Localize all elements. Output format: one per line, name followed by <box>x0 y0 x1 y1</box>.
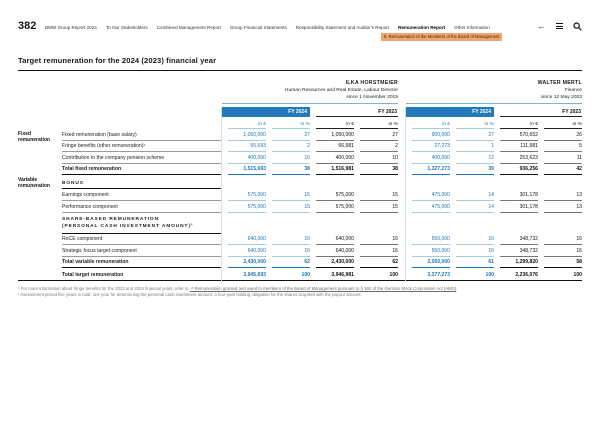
value-cell: 16 <box>456 245 494 257</box>
value-cell: 1,516,981 <box>316 164 354 176</box>
nav-item[interactable]: To Our Stakeholders <box>105 25 148 30</box>
value-cell: 301,178 <box>500 189 538 201</box>
column-separator <box>405 107 406 282</box>
value-cell: 400,000 <box>316 152 354 164</box>
value-cell: 15 <box>272 201 310 213</box>
value-cell: 253,623 <box>500 152 538 164</box>
value-cell: 1 <box>456 141 494 153</box>
value-cell: 14 <box>456 201 494 213</box>
value-cell: 1,327,273 <box>412 164 450 176</box>
table-row <box>18 164 582 176</box>
table-row <box>18 175 582 189</box>
value-cell: 936,256 <box>500 164 538 176</box>
value-cell: 16 <box>456 234 494 246</box>
unit-header: in % <box>456 117 494 129</box>
unit-header-row <box>18 117 582 129</box>
value-cell: 2,430,000 <box>228 257 266 269</box>
row-label: BONUS <box>62 175 222 189</box>
value-cell: 61 <box>456 257 494 269</box>
fy2023-header: FY 2023 <box>500 107 582 117</box>
value-cell: 26 <box>544 129 582 141</box>
value-cell: 5 <box>544 141 582 153</box>
nav-item[interactable]: Combined Management Report <box>156 25 221 30</box>
value-cell: 575,000 <box>228 201 266 213</box>
value-cell: 1,299,820 <box>500 257 538 269</box>
value-cell: 39 <box>456 164 494 176</box>
person-header-row <box>18 74 582 104</box>
value-cell: 570,652 <box>500 129 538 141</box>
value-cell: 15 <box>360 189 398 201</box>
row-group-label <box>18 245 62 257</box>
value-cell: 3,377,273 <box>427 271 450 278</box>
row-group-label <box>18 201 62 213</box>
value-cell: 1,050,000 <box>228 129 266 141</box>
value-cell: 640,000 <box>228 245 266 257</box>
table-row <box>18 234 582 246</box>
person-role: Human Resources and Real Estate, Labour Director <box>284 87 398 93</box>
row-group-label <box>18 268 62 280</box>
row-label: Fringe benefits (other remuneration)¹ <box>62 141 222 153</box>
search-icon[interactable] <box>573 22 582 31</box>
value-cell: 58 <box>544 257 582 269</box>
value-cell: 400,000 <box>228 152 266 164</box>
value-cell: 400,000 <box>412 152 450 164</box>
value-cell: 348,732 <box>500 245 538 257</box>
person-name: ILKA HORSTMEIER <box>345 79 398 86</box>
value-cell: 575,000 <box>316 201 354 213</box>
value-cell: 66,981 <box>316 141 354 153</box>
year-header-row <box>18 107 582 117</box>
remuneration-table <box>18 74 582 281</box>
value-cell: 575,000 <box>228 189 266 201</box>
value-cell: 100 <box>389 271 398 278</box>
value-cell: 15 <box>360 201 398 213</box>
nav-item[interactable]: Remuneration Report <box>398 25 446 30</box>
row-label: Earnings component <box>62 189 222 201</box>
column-separator <box>221 107 222 282</box>
nav-item[interactable]: Group Financial Statements <box>229 25 287 30</box>
row-label: SHARE-BASED REMUNERATION (PERSONAL CASH INVESTMENT AMOUNT)² <box>62 213 222 234</box>
fy2023-header: FY 2023 <box>316 107 398 117</box>
value-cell: 475,000 <box>412 201 450 213</box>
row-label: Fixed remuneration (base salary) <box>62 129 222 141</box>
value-cell: 11 <box>544 152 582 164</box>
value-cell: 3,946,981 <box>331 271 354 278</box>
year-header-block-1 <box>222 107 398 117</box>
row-group-label <box>18 234 62 246</box>
person-header-2 <box>406 74 582 104</box>
row-group-label <box>18 164 62 176</box>
value-cell: 38 <box>272 164 310 176</box>
table-row <box>18 152 582 164</box>
value-cell: 62 <box>272 257 310 269</box>
unit-header: in € <box>316 117 354 129</box>
row-group-label <box>18 152 62 164</box>
person-since: since 12 May 2023 <box>540 95 582 100</box>
value-cell: 27,273 <box>412 141 450 153</box>
row-group-label <box>18 213 62 234</box>
table-row <box>18 245 582 257</box>
unit-header: in € <box>412 117 450 129</box>
value-cell: 16 <box>272 234 310 246</box>
unit-header: in % <box>544 117 582 129</box>
row-label: Contribution to the company pension scheme <box>62 152 222 164</box>
row-label: Performance component <box>62 201 222 213</box>
value-cell: 12 <box>456 152 494 164</box>
person-name: WALTER MERTL <box>537 79 582 86</box>
value-cell: 550,000 <box>412 245 450 257</box>
toolbar-icons <box>537 21 582 31</box>
value-cell: 38 <box>360 164 398 176</box>
value-cell: 10 <box>272 152 310 164</box>
row-group-label <box>18 257 62 269</box>
footnote-link[interactable]: ↗ Remuneration granted and owed to members of the Board of Management pursuant to § 162 of the German Stock Corporation Act (AktG) <box>189 286 457 291</box>
value-cell: 301,178 <box>500 201 538 213</box>
year-header-block-2 <box>406 107 582 117</box>
value-cell: 15 <box>272 189 310 201</box>
value-cell: 2,236,076 <box>515 271 538 278</box>
table-row <box>18 129 582 141</box>
table-row <box>18 201 582 213</box>
value-cell: 16 <box>544 234 582 246</box>
value-cell: 475,000 <box>412 189 450 201</box>
toc-icon[interactable] <box>556 22 563 31</box>
value-cell: 13 <box>544 201 582 213</box>
table-row <box>18 268 582 281</box>
row-group-label: Fixed remuneration <box>18 131 50 143</box>
row-label: RoCE component <box>62 234 222 246</box>
value-cell: 2,050,000 <box>412 257 450 269</box>
value-cell: 27 <box>360 129 398 141</box>
row-label: Total fixed remuneration <box>62 164 222 176</box>
value-cell: 13 <box>544 189 582 201</box>
value-cell: 1,050,000 <box>316 129 354 141</box>
nav-item[interactable]: BMW Group Report 2024 <box>45 25 97 30</box>
footnotes <box>18 286 582 299</box>
unit-header: in € <box>500 117 538 129</box>
fy2024-band: FY 2024 <box>222 107 310 117</box>
table-body <box>18 129 582 281</box>
person-header-1 <box>222 74 398 104</box>
page-title: Target remuneration for the 2024 (2023) financial year <box>18 56 582 71</box>
value-cell: 62 <box>360 257 398 269</box>
value-cell: 550,000 <box>412 234 450 246</box>
table-row <box>18 189 582 201</box>
page-number: 382 <box>18 20 37 32</box>
value-cell: 27 <box>456 129 494 141</box>
row-group-label: Variable remuneration <box>18 177 50 190</box>
table-row <box>18 213 582 234</box>
value-cell: 16 <box>360 234 398 246</box>
row-label: Strategic focus target component <box>62 245 222 257</box>
value-cell: 100 <box>301 271 310 278</box>
value-cell: 640,000 <box>316 234 354 246</box>
nav-item[interactable]: Responsibility Statement and Auditor's Report <box>295 25 390 30</box>
nav-active-section-badge[interactable]: 5. Remuneration of the Members of the Board of Management <box>381 33 502 41</box>
value-cell: 65,693 <box>228 141 266 153</box>
person-since: since 1 November 2019 <box>346 95 398 100</box>
person-role: Finance <box>564 87 582 93</box>
value-cell: 16 <box>360 245 398 257</box>
back-arrow-icon[interactable]: ← <box>537 20 546 31</box>
value-cell: 42 <box>544 164 582 176</box>
value-cell: 16 <box>272 245 310 257</box>
row-label: Total target remuneration <box>62 271 124 278</box>
value-cell: 100 <box>573 271 582 278</box>
value-cell: 640,000 <box>228 234 266 246</box>
value-cell: 3,945,693 <box>243 271 266 278</box>
unit-header: in % <box>272 117 310 129</box>
row-group-label <box>18 141 62 153</box>
value-cell: 640,000 <box>316 245 354 257</box>
value-cell: 111,981 <box>500 141 538 153</box>
fy2024-band: FY 2024 <box>406 107 494 117</box>
value-cell: 575,000 <box>316 189 354 201</box>
value-cell: 10 <box>360 152 398 164</box>
value-cell: 16 <box>544 245 582 257</box>
value-cell: 100 <box>485 271 494 278</box>
unit-header: in € <box>228 117 266 129</box>
value-cell: 900,000 <box>412 129 450 141</box>
value-cell: 2,430,000 <box>316 257 354 269</box>
value-cell: 2 <box>360 141 398 153</box>
table-row <box>18 141 582 153</box>
row-group-label <box>18 189 62 201</box>
value-cell: 2 <box>272 141 310 153</box>
value-cell: 27 <box>272 129 310 141</box>
unit-header: in % <box>360 117 398 129</box>
row-label: Total variable remuneration <box>62 257 222 269</box>
value-cell: 14 <box>456 189 494 201</box>
nav-item[interactable]: Other Information <box>454 25 490 30</box>
footnote-2: ² Assessment period five years in total; one year for determining the personal cash investment amount; a four-year holding obligation for the shares acquired with the payout amount. <box>18 292 362 298</box>
value-cell: 1,515,693 <box>228 164 266 176</box>
value-cell: 348,732 <box>500 234 538 246</box>
table-row <box>18 257 582 269</box>
top-nav <box>45 25 490 30</box>
footnote-1: ¹ For more information about fringe benefits for the 2023 and 2024 financial years, refer to ↗ Remuneration granted and owed to members of the Board of Management pursuant to § 162 of the German Stock Corporation Act (AktG). <box>18 286 458 291</box>
